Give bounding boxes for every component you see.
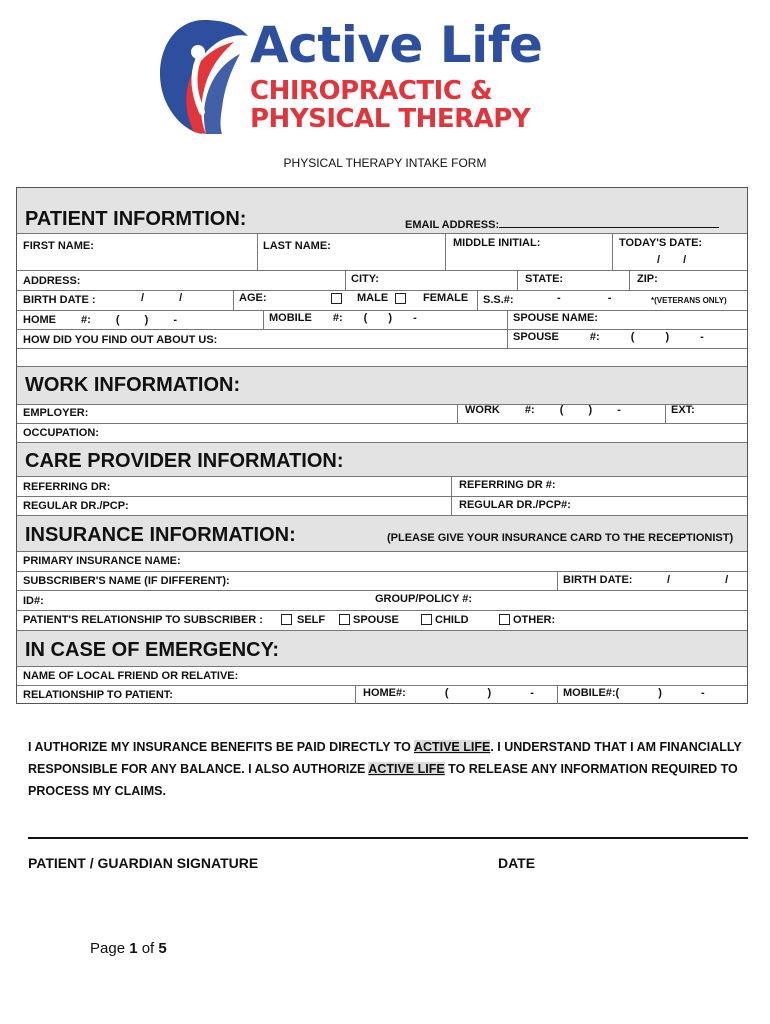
active-life-highlight-1: ACTIVE LIFE [413, 740, 491, 754]
page-number: Page 1 of 5 [90, 940, 167, 957]
last-name-field[interactable]: LAST NAME: [263, 240, 331, 252]
spine-logo-icon [158, 16, 250, 138]
care-provider-heading: CARE PROVIDER INFORMATION: [25, 450, 344, 472]
primary-insurance-field[interactable]: PRIMARY INSURANCE NAME: [23, 555, 181, 567]
age-field[interactable]: AGE: [239, 292, 267, 304]
todays-date-slashes: / / [657, 254, 697, 266]
address-field[interactable]: ADDRESS: [23, 275, 81, 287]
subscriber-birth-slashes: / / [667, 574, 755, 586]
emergency-contact-field[interactable]: NAME OF LOCAL FRIEND OR RELATIVE: [23, 670, 239, 682]
patient-info-heading: PATIENT INFORMTION: [25, 208, 247, 230]
email-field[interactable]: EMAIL ADDRESS: [405, 217, 719, 231]
referring-dr-number-field[interactable]: REFERRING DR #: [459, 479, 556, 491]
emergency-mobile-phone-field[interactable]: MOBILE#:( ) - [563, 687, 705, 699]
subscriber-name-field[interactable]: SUBSCRIBER'S NAME (IF DIFFERENT): [23, 575, 230, 587]
spouse-name-field[interactable]: SPOUSE NAME: [513, 312, 598, 324]
emergency-home-phone-field[interactable]: HOME#: ( ) - [363, 687, 534, 699]
ss-dashes: - - [557, 292, 612, 304]
how-find-us-field[interactable]: HOW DID YOU FIND OUT ABOUT US: [23, 334, 218, 346]
city-field[interactable]: CITY: [351, 273, 379, 285]
self-checkbox[interactable] [281, 614, 292, 625]
todays-date-field[interactable]: TODAY'S DATE: [619, 237, 703, 249]
other-label: OTHER: [513, 614, 556, 626]
relationship-label: PATIENT'S RELATIONSHIP TO SUBSCRIBER : [23, 614, 263, 626]
child-checkbox[interactable] [421, 614, 432, 625]
self-label: SELF [297, 614, 326, 626]
employer-field[interactable]: EMPLOYER: [23, 407, 89, 419]
male-checkbox[interactable] [331, 293, 342, 304]
female-label: FEMALE [423, 292, 469, 304]
veterans-note: *(VETERANS ONLY) [651, 296, 727, 305]
emergency-heading: IN CASE OF EMERGENCY: [25, 639, 280, 661]
insurance-card-note: (PLEASE GIVE YOUR INSURANCE CARD TO THE RECEPTIONIST) [387, 532, 734, 544]
occupation-field[interactable]: OCCUPATION: [23, 427, 99, 439]
regular-dr-field[interactable]: REGULAR DR./PCP: [23, 500, 129, 512]
insurance-id-field[interactable]: ID#: [23, 595, 44, 607]
birth-date-slashes: / / [141, 292, 199, 304]
other-checkbox[interactable] [499, 614, 510, 625]
work-info-heading: WORK INFORMATION: [25, 374, 241, 396]
date-label: DATE [498, 855, 536, 871]
first-name-field[interactable]: FIRST NAME: [23, 240, 94, 252]
birth-date-field[interactable]: BIRTH DATE : [23, 294, 96, 306]
logo-subtitle-2: PHYSICAL THERAPY [250, 104, 531, 134]
form-title: PHYSICAL THERAPY INTAKE FORM [283, 156, 487, 170]
insurance-heading: INSURANCE INFORMATION: [25, 524, 296, 546]
work-phone-field[interactable]: WORK #: ( ) - [465, 404, 621, 416]
middle-initial-field[interactable]: MIDDLE INITIAL: [453, 237, 541, 249]
intake-form [16, 187, 755, 704]
active-life-highlight-2: ACTIVE LIFE [368, 762, 445, 776]
zip-field[interactable]: ZIP: [637, 273, 658, 285]
ext-field[interactable]: EXT: [671, 404, 695, 416]
female-checkbox[interactable] [395, 293, 406, 304]
spouse-checkbox[interactable] [339, 614, 350, 625]
spouse-label: SPOUSE [353, 614, 399, 626]
ss-field[interactable]: S.S.#: [483, 294, 514, 306]
state-field[interactable]: STATE: [525, 273, 564, 285]
logo-subtitle-1: CHIROPRACTIC & [250, 76, 493, 106]
authorization-text: I AUTHORIZE MY INSURANCE BENEFITS BE PAID DIRECTLY TO ACTIVE LIFE. I UNDERSTAND THAT I AM FINANCIALLY RESPONSIBLE FOR ANY BALANCE. I ALSO AUTHORIZE ACTIVE LIFE TO RELEASE ANY INFORMATION REQUIRED TO PROCESS MY CLAIMS. [28, 740, 742, 798]
signature-label: PATIENT / GUARDIAN SIGNATURE [28, 855, 259, 871]
group-policy-field[interactable]: GROUP/POLICY #: [375, 593, 472, 605]
male-label: MALE [357, 292, 389, 304]
logo [158, 16, 618, 138]
spouse-phone-field[interactable]: SPOUSE #: ( ) - [513, 331, 704, 343]
child-label: CHILD [435, 614, 469, 626]
mobile-phone-field[interactable]: MOBILE #: ( ) - [269, 312, 417, 324]
regular-dr-number-field[interactable]: REGULAR DR./PCP#: [459, 499, 571, 511]
logo-title: Active Life [250, 16, 543, 74]
home-phone-field[interactable]: HOME #: ( ) - [23, 314, 177, 326]
emergency-relationship-field[interactable]: RELATIONSHIP TO PATIENT: [23, 689, 173, 701]
signature-line[interactable] [28, 837, 748, 839]
subscriber-birth-date-field[interactable]: BIRTH DATE: [563, 574, 633, 586]
referring-dr-field[interactable]: REFERRING DR: [23, 481, 111, 493]
